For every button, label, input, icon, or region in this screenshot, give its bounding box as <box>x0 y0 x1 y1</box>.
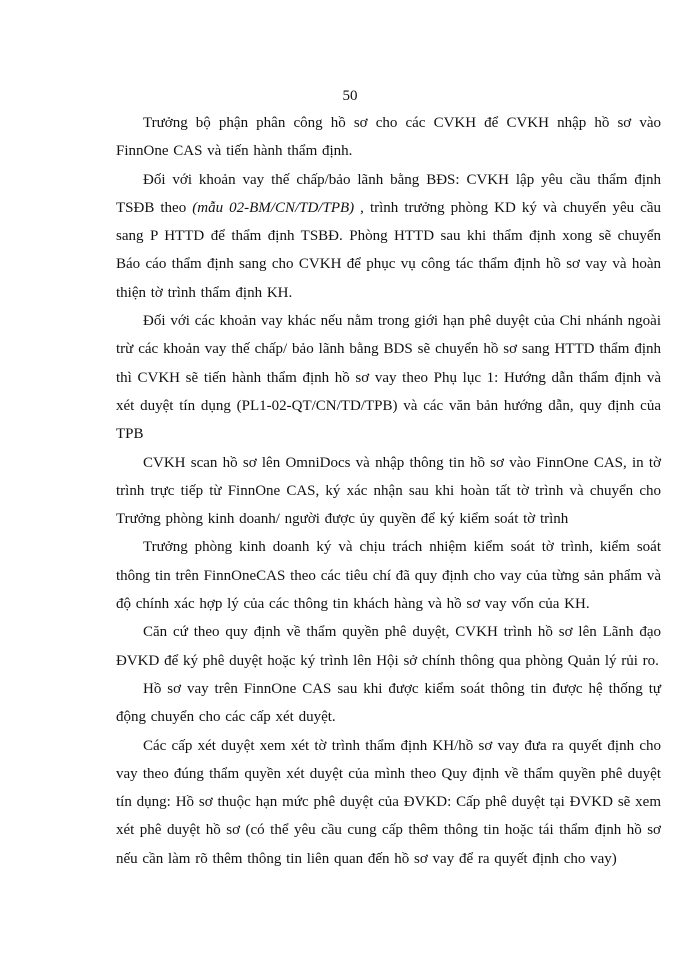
paragraph-auto-routing: Hồ sơ vay trên FinnOne CAS sau khi được kiểm soát thông tin được hệ thống tự động chuyển cho các cấp xét duyệt. <box>116 680 661 726</box>
paragraph-scan-upload: CVKH scan hồ sơ lên OmniDocs và nhập thông tin hồ sơ vào FinnOne CAS, in tờ trình trực tiếp từ FinnOne CAS, ký xác nhận sau khi hoàn tất tờ trình và chuyển cho Trưởng phòng kinh doanh/ người được ủy quyền để ký kiểm soát tờ trình <box>116 454 661 528</box>
paragraph-assignment: Trưởng bộ phận phân công hồ sơ cho các CVKH để CVKH nhập hồ sơ vào FinnOne CAS và tiến hành thẩm định. <box>116 115 661 160</box>
paragraph-manager-control: Trưởng phòng kinh doanh ký và chịu trách nhiệm kiểm soát tờ trình, kiểm soát thông tin trên FinnOneCAS theo các tiêu chí đã quy định cho vay của từng sản phẩm và độ chính xác hợp lý của các thông tin khách hàng và hồ sơ vay vốn của KH. <box>116 539 661 613</box>
paragraph-approval-levels: Các cấp xét duyệt xem xét tờ trình thẩm định KH/hồ sơ vay đưa ra quyết định cho vay theo đúng thẩm quyền xét duyệt của mình theo Quy định về thẩm quyền phê duyệt tín dụng: Hồ sơ thuộc hạn mức phê duyệt của ĐVKD: Cấp phê duyệt tại ĐVKD sẽ xem xét phê duyệt hồ sơ (có thể yêu cầu cung cấp thêm thông tin hoặc tái thẩm định hồ sơ nếu cần làm rõ thêm thông tin liên quan đến hồ sơ vay để ra quyết định cho vay) <box>116 737 661 867</box>
paragraph-collateral-appraisal <box>116 166 661 307</box>
document-body <box>116 109 661 873</box>
paragraph-other-loans: Đối với các khoản vay khác nếu nằm trong giới hạn phê duyệt của Chi nhánh ngoài trừ các khoản vay thế chấp/ bảo lãnh bằng BDS sẽ chuyển hồ sơ sang HTTD thẩm định thì CVKH sẽ tiến hành thẩm định hồ sơ vay theo Phụ lục 1: Hướng dẫn thẩm định và xét duyệt tín dụng (PL1-02-QT/CN/TD/TPB) và các văn bản hướng dẫn, quy định của TPB <box>116 313 661 443</box>
paragraph-approval-authority: Căn cứ theo quy định về thẩm quyền phê duyệt, CVKH trình hồ sơ lên Lãnh đạo ĐVKD để ký phê duyệt hoặc ký trình lên Hội sở chính thông qua phòng Quản lý rủi ro. <box>116 624 661 669</box>
paragraph-text: , trình trưởng phòng KD ký và chuyển yêu cầu sang P HTTD để thẩm định TSBĐ. Phòng HTTD sau khi thẩm định xong sẽ chuyển Báo cáo thẩm định sang cho CVKH để phục vụ công tác thẩm định hồ sơ vay và hoàn thiện tờ trình thẩm định KH. <box>116 199 661 301</box>
paragraph-text: Đối với khoản vay thế chấp/bảo lãnh bằng BĐS: CVKH lập yêu cầu thẩm định TSĐB theo <box>116 171 661 216</box>
form-reference: (mẫu 02-BM/CN/TD/TPB) <box>192 199 355 216</box>
page-number: 50 <box>342 88 358 104</box>
